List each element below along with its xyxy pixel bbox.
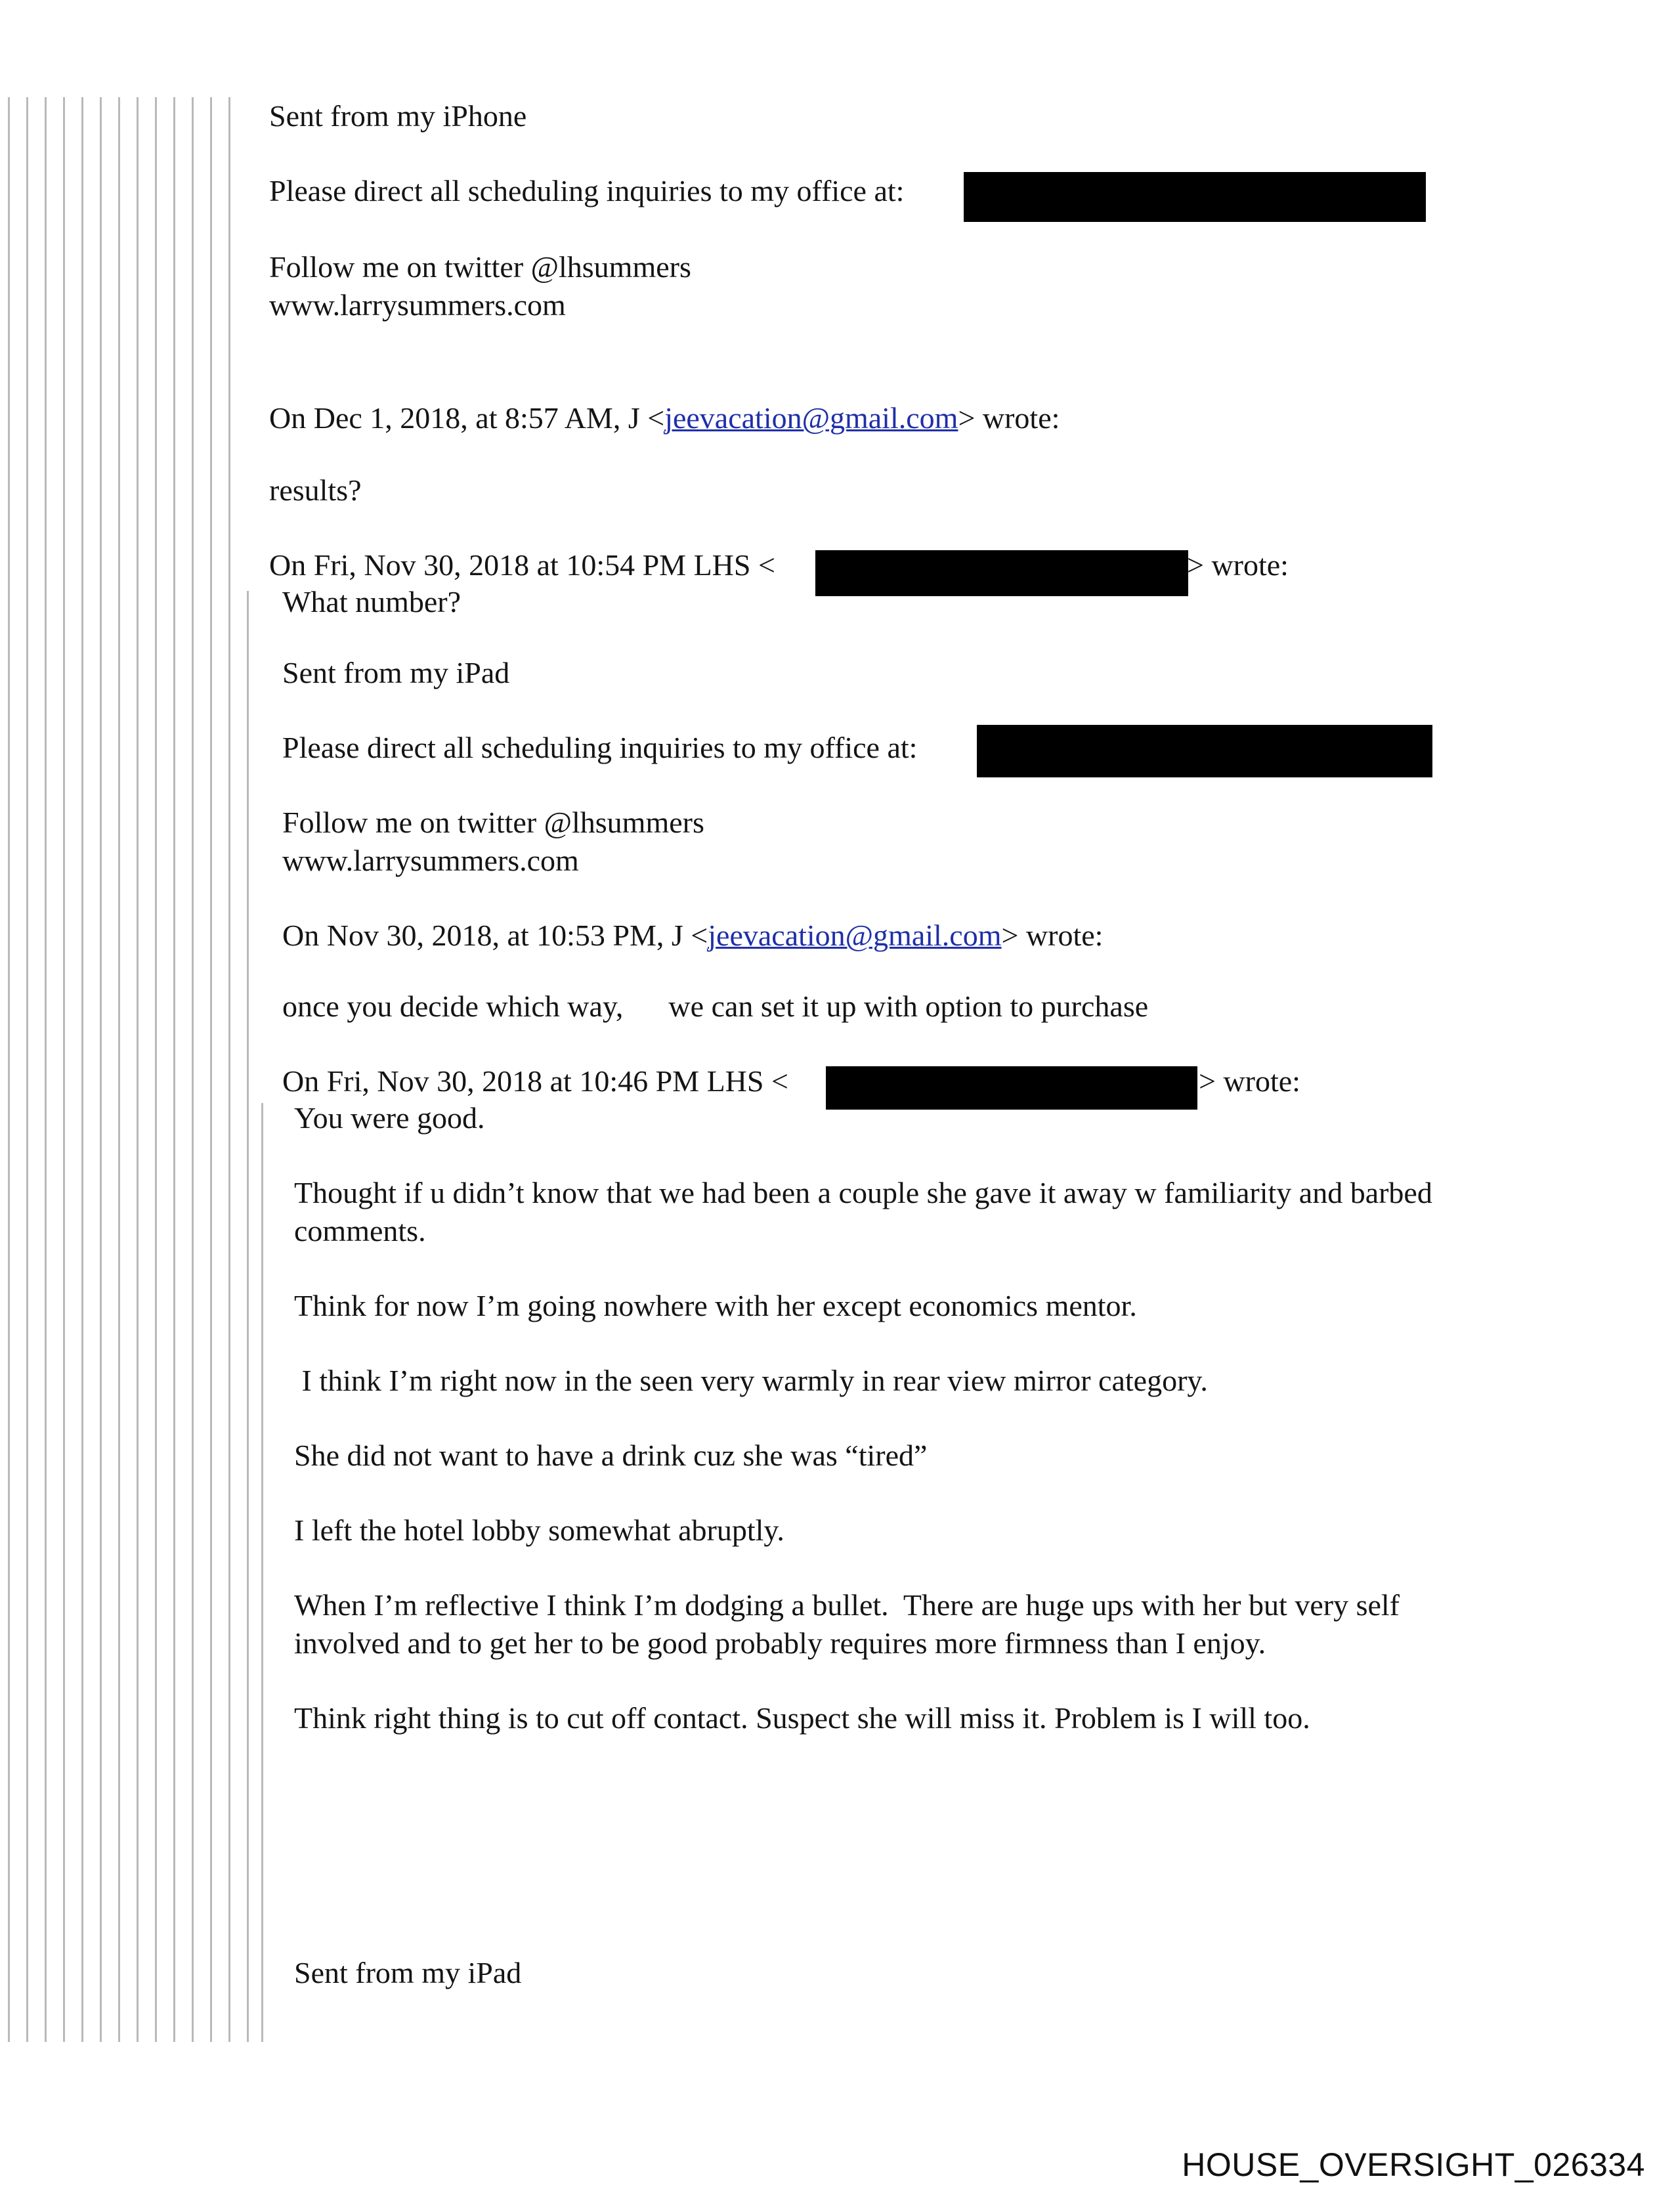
header-prefix: On Dec 1, 2018, at 8:57 AM, J < [269, 401, 665, 435]
twitter-line: Follow me on twitter @lhsummers [282, 806, 704, 839]
quote-bar [137, 97, 139, 2042]
quote-bar [81, 97, 83, 2042]
quote-bar [247, 591, 249, 2042]
once-you-decide-line: once you decide which way, we can set it up with option to purchase [282, 989, 1149, 1023]
scheduling-text: Please direct all scheduling inquiries to my office at: [269, 174, 905, 207]
sent-from-line: Sent from my iPad [282, 656, 510, 689]
redaction-box [826, 1066, 1197, 1110]
quote-bar [155, 97, 157, 2042]
reply-header-nov30-1053 [282, 917, 1103, 955]
message-paragraph: comments. [294, 1214, 426, 1247]
scheduling-line [269, 172, 904, 210]
email-link[interactable]: jeevacation@gmail.com [664, 401, 958, 435]
header-suffix: > wrote: [958, 401, 1060, 435]
quote-bar [8, 97, 10, 2042]
sent-from-line: Sent from my iPad [294, 1956, 522, 1989]
sent-from-line: Sent from my iPhone [269, 99, 527, 133]
what-number-line: What number? [282, 585, 461, 618]
reply-header-dec1 [269, 399, 1060, 437]
header-prefix: On Fri, Nov 30, 2018 at 10:54 PM LHS < [269, 548, 775, 582]
message-paragraph: Thought if u didn’t know that we had been a couple she gave it away w familiarity and barbed [294, 1176, 1432, 1209]
message-paragraph: She did not want to have a drink cuz she was “tired” [294, 1439, 928, 1472]
header-prefix: On Fri, Nov 30, 2018 at 10:46 PM LHS < [282, 1064, 788, 1098]
message-paragraph: Think for now I’m going nowhere with her except economics mentor. [294, 1289, 1137, 1322]
website-line: www.larrysummers.com [269, 288, 566, 322]
quote-bar [63, 97, 65, 2042]
scheduling-line: Please direct all scheduling inquiries to my office at: [282, 731, 918, 764]
redaction-box [815, 550, 1188, 596]
quote-bar [118, 97, 120, 2042]
reply-header-nov30-1054 [269, 546, 775, 584]
email-link[interactable]: jeevacation@gmail.com [708, 919, 1002, 952]
header-suffix: > wrote: [1001, 919, 1104, 952]
message-paragraph: I think I’m right now in the seen very warmly in rear view mirror category. [294, 1364, 1208, 1397]
redaction-box [964, 172, 1426, 222]
quote-bar [210, 97, 212, 2042]
header-suffix: > wrote: [1199, 1064, 1300, 1098]
quote-bar [100, 97, 102, 2042]
header-suffix: > wrote: [1187, 548, 1289, 582]
quote-bar [228, 97, 230, 2042]
reply-header-nov30-1046 [282, 1062, 788, 1100]
bates-number: HOUSE_OVERSIGHT_026334 [1182, 2146, 1645, 2183]
website-line: www.larrysummers.com [282, 844, 579, 877]
message-paragraph: You were good. [294, 1101, 485, 1135]
quote-bar [261, 1103, 263, 2042]
message-paragraph: When I’m reflective I think I’m dodging a bullet. There are huge ups with her but very self [294, 1588, 1400, 1622]
results-line: results? [269, 473, 362, 507]
message-paragraph: Think right thing is to cut off contact. Suspect she will miss it. Problem is I will too. [294, 1701, 1310, 1735]
header-prefix: On Nov 30, 2018, at 10:53 PM, J < [282, 919, 708, 952]
twitter-line: Follow me on twitter @lhsummers [269, 250, 691, 284]
message-paragraph: I left the hotel lobby somewhat abruptly. [294, 1513, 784, 1547]
quote-bar [173, 97, 175, 2042]
quote-bar [192, 97, 194, 2042]
quote-bar [45, 97, 47, 2042]
redaction-box [977, 725, 1432, 777]
quote-bar [26, 97, 28, 2042]
message-paragraph: involved and to get her to be good probably requires more firmness than I enjoy. [294, 1626, 1266, 1660]
